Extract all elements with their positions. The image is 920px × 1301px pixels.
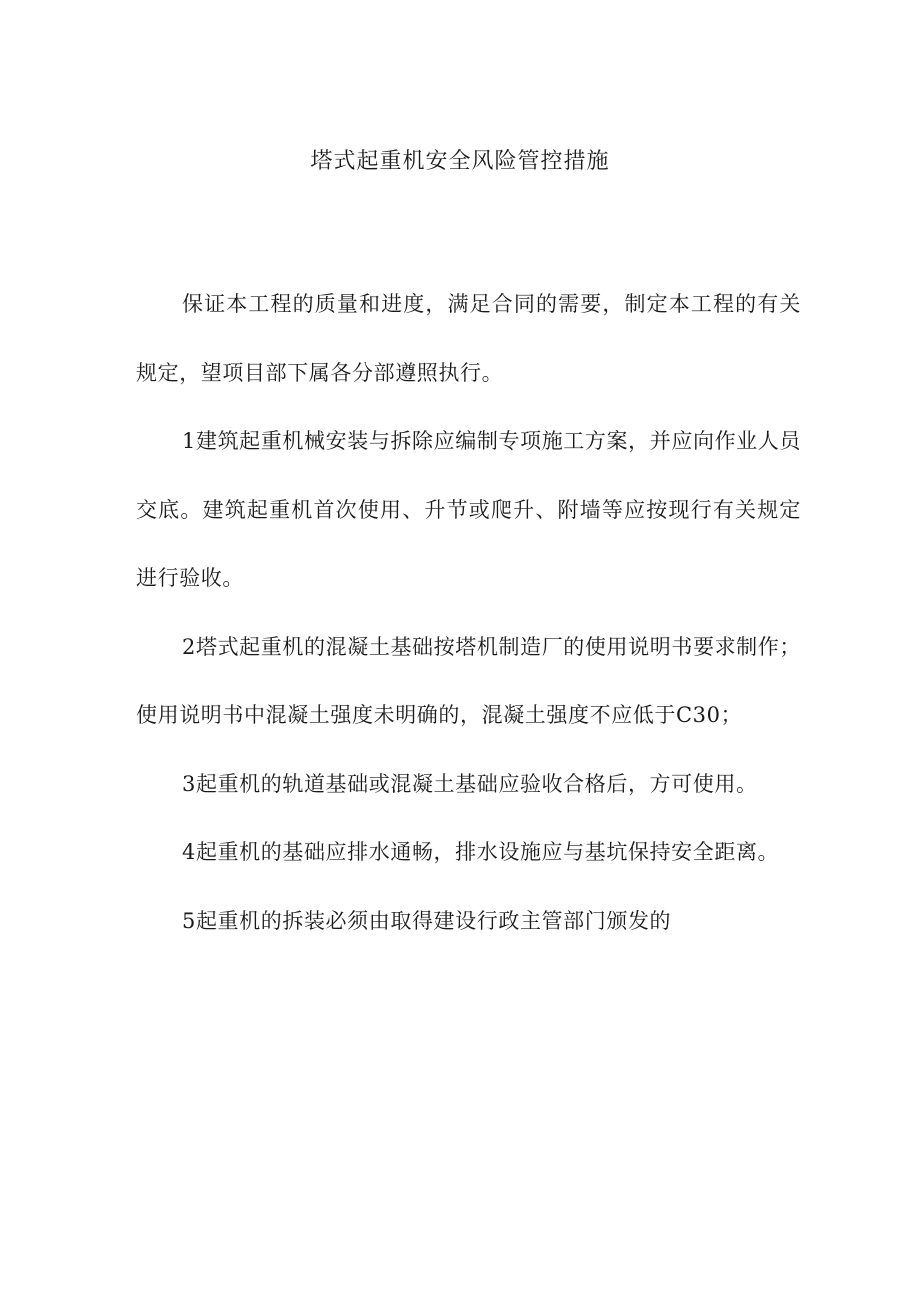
document-title: 塔式起重机安全风险管控措施 (310, 149, 610, 174)
paragraph-item-5: 5起重机的拆装必须由取得建设行政主管部门颁发的 (182, 908, 672, 933)
paragraph-item-4: 4起重机的基础应排水通畅，排水设施应与基坑保持安全距离。 (182, 840, 780, 864)
paragraph-intro: 保证本工程的质量和进度，满足合同的需要，制定本工程的有关规定，望项目部下属各分部遵照执行。 (136, 292, 801, 385)
paragraph-item-3: 3起重机的轨道基础或混凝土基础应验收合格后，方可使用。 (182, 771, 758, 796)
paragraph-item-1: 1建筑起重机械安装与拆除应编制专项施工方案，并应向作业人员交底。建筑起重机首次使用、升节或爬升、附墙等应按现行有关规定进行验收。 (136, 429, 801, 590)
paragraph-item-2: 2塔式起重机的混凝土基础按塔机制造厂的使用说明书要求制作；使用说明书中混凝土强度未明确的，混凝土强度不应低于C30； (136, 634, 801, 727)
document-body (136, 270, 801, 955)
